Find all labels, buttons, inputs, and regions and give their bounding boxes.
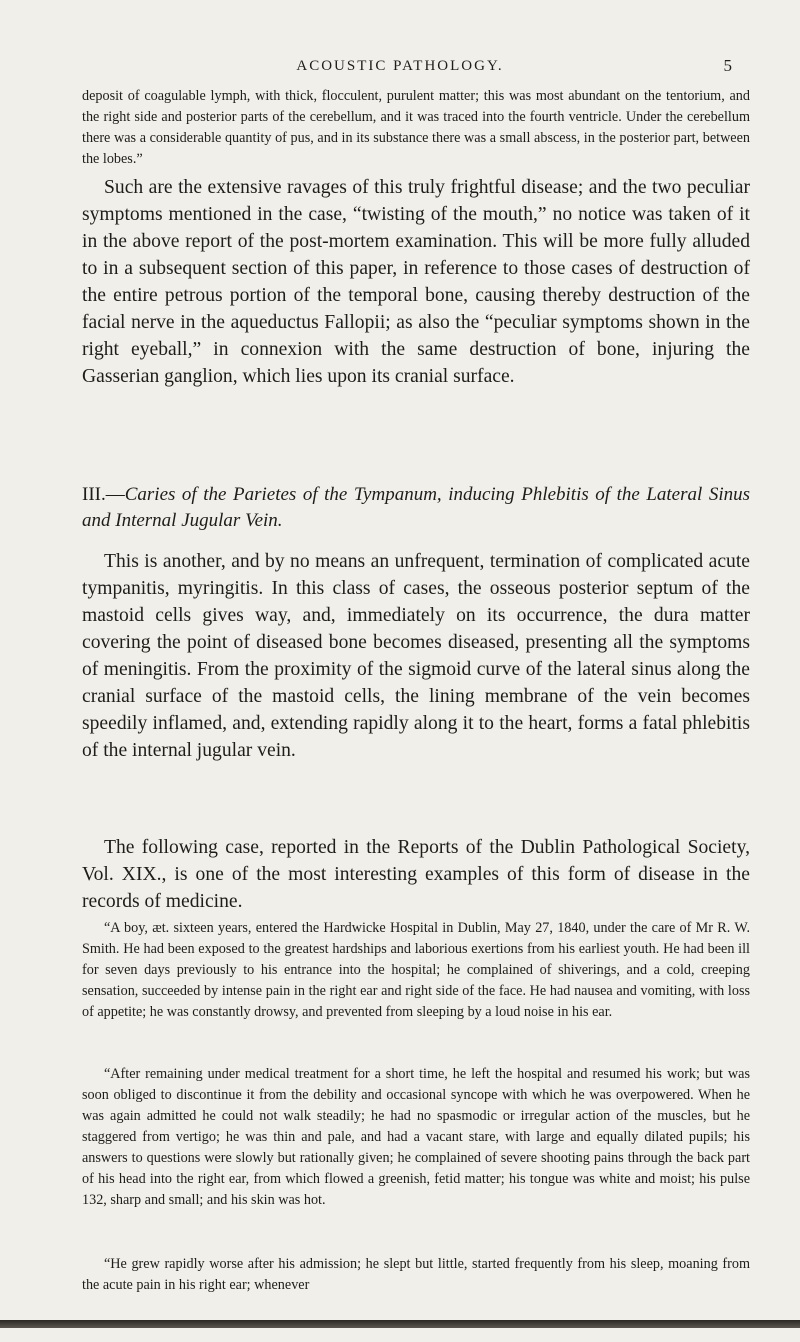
section-heading xyxy=(82,482,750,534)
case-report-2 xyxy=(82,1064,750,1211)
case-intro-paragraph xyxy=(82,834,750,915)
paragraph: Such are the extensive ravages of this truly frightful disease; and the two peculiar symptoms mentioned in the case, “twisting of the mouth,” no notice was taken of it in the above report of the post-mortem examination. This will be more fully alluded to in a subsequent section of this paper, in reference to those cases of destruction of the entire petrous portion of the temporal bone, causing thereby destruction of the facial nerve in the aqueductus Fallopii; as also the “peculiar symptoms shown in the right eyeball,” in connexion with the same destruction of bone, injuring the Gasserian ganglion, which lies upon its cranial surface. xyxy=(82,177,750,387)
section-number: III.— xyxy=(82,484,125,505)
paragraph: “After remaining under medical treatment for a short time, he left the hospital and resumed his work; but was soon obliged to discontinue it from the debility and occasional syncope with which he was overpowered. When he was again admitted he could not walk steadily; he had no spasmodic or irregular action of the muscles, but he staggered from vertigo; he was thin and pale, and had a vacant stare, with large and equally dilated pupils; his answers to questions were slowly but rationally given; he complained of severe shooting pains through the back part of his head into the right ear, from which flowed a greenish, fetid matter; his tongue was white and moist; his pulse 132, sharp and small; and his skin was hot. xyxy=(82,1066,750,1208)
page-number: 5 xyxy=(723,56,732,75)
paragraph: “A boy, æt. sixteen years, entered the Hardwicke Hospital in Dublin, May 27, 1840, under the care of Mr R. W. Smith. He had been exposed to the greatest hardships and laborious exertions from his earliest youth. He had been ill for seven days previously to his entrance into the hospital; he complained of shiverings, and a cold, creeping sensation, succeeded by intense pain in the right ear and right side of the face. He had nausea and vomiting, with loss of appetite; he was constantly drowsy, and prevented from sleeping by a loud noise in his ear. xyxy=(82,920,750,1020)
section-title: Caries of the Parietes of the Tympanum, inducing Phlebitis of the Lateral Sinus and Internal Jugular Vein. xyxy=(82,484,750,531)
case-report-3 xyxy=(82,1254,750,1296)
discussion-paragraph xyxy=(82,174,750,390)
paragraph: This is another, and by no means an unfrequent, termination of complicated acute tympanitis, myringitis. In this class of cases, the osseous posterior septum of the mastoid cells gives way, and, immediately on its occurrence, the dura matter covering the point of diseased bone becomes diseased, presenting all the symptoms of meningitis. From the proximity of the sigmoid curve of the lateral sinus along the cranial surface of the mastoid cells, the lining membrane of the vein becomes speedily inflamed, and, extending rapidly along it to the heart, forms a fatal phlebitis of the internal jugular vein. xyxy=(82,551,750,761)
section-paragraph xyxy=(82,548,750,764)
page-edge-shadow xyxy=(0,1320,800,1328)
case-report-1 xyxy=(82,918,750,1023)
paragraph: The following case, reported in the Reports of the Dublin Pathological Society, Vol. XIX., is one of the most interesting examples of this form of disease in the records of medicine. xyxy=(82,837,750,912)
running-title: ACOUSTIC PATHOLOGY. xyxy=(296,58,504,74)
quoted-report-end xyxy=(82,86,750,170)
paragraph: “He grew rapidly worse after his admission; he slept but little, started frequently from his sleep, moaning from the acute pain in his right ear; whenever xyxy=(82,1256,750,1293)
paragraph: deposit of coagulable lymph, with thick, flocculent, purulent matter; this was most abundant on the tentorium, and the right side and posterior parts of the cerebellum, and it was traced into the fourth ventricle. Under the cerebellum there was a considerable quantity of pus, and in its substance there was a small abscess, in the posterior part, between the lobes.” xyxy=(82,88,750,167)
